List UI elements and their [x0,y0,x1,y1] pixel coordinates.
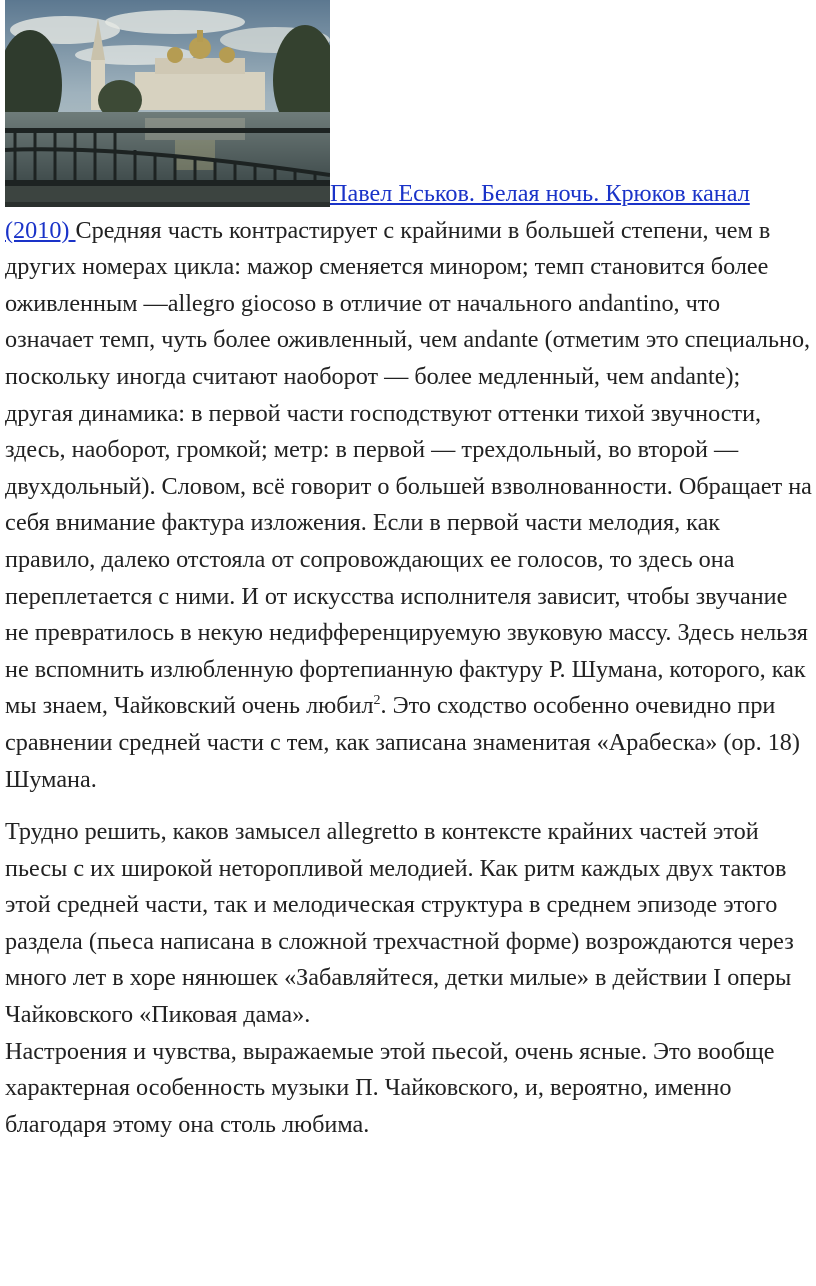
paragraph-2: Трудно решить, каков замысел allegretto в контексте крайних частей этой пьесы с их широкой неторопливой мелодией. Как ритм каждых двух тактов этой средней части, так и мелодическая структура в среднем эпизоде этого раздела (пьеса написана в сложной трехчастной форме) возрождаются через много лет в хоре нянюшек «Забавляйтеся, детки милые» в действии I оперы Чайковского «Пиковая дама». [5,818,794,1029]
paragraph-1 [5,0,813,798]
article-body [5,0,813,1143]
paragraph-1-text: Средняя часть контрастирует с крайними в большей степени, чем в других номерах цикла: мажор сменяется минором; темп становится более оживленным —allegro giocoso в отличие от начального andantino, что означает темп, чуть более оживленный, чем andante (отметим это специально, поскольку иногда считают наоборот — более медленный, чем andante); другая динамика: в первой части господствуют оттенки тихой звучности, здесь, наоборот, громкой; метр: в первой — трехдольный, во второй — двухдольный). Словом, всё говорит о большей взволнованности. Обращает на себя внимание фактура изложения. Если в первой части мелодия, как правило, далеко отстояла от сопровождающих ее голосов, то здесь она переплетается с ними. И от искусства исполнителя зависит, чтобы звучание не превратилось в некую недифференцируемую звуковую массу. Здесь нельзя не вспомнить излюбленную фортепианную фактуру Р. Шумана, которого, как мы знаем, Чайковский очень любил [5,216,812,720]
paragraph-1-tail: . Это сходство особенно очевидно при сравнении средней части с тем, как записана знаменитая «Арабеска» (ор. 18) Шумана. [5,692,800,793]
painting-image[interactable] [5,0,330,207]
painting-svg [5,0,330,207]
paragraph-3: Настроения и чувства, выражаемые этой пьесой, очень ясные. Это вообще характерная особенность музыки П. Чайковского, и, вероятно, именно благодаря этому она столь любима. [5,1037,775,1138]
footnote-ref[interactable]: 2 [373,693,381,709]
painting-caption[interactable]: Павел Еськов. Белая ночь. Крюков канал (2010) [5,180,750,244]
